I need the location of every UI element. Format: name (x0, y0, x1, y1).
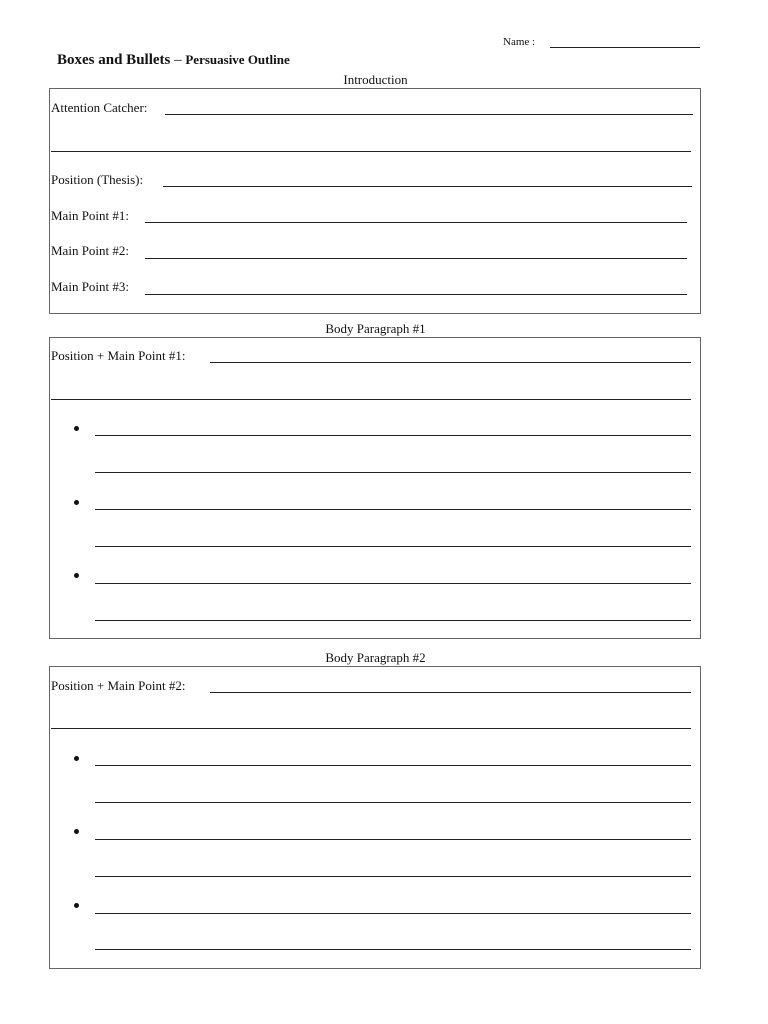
position-main-point-2-line-1[interactable] (210, 692, 691, 693)
main-point-1-label: Main Point #1: (51, 208, 130, 223)
main-point-2-label: Main Point #2: (51, 243, 130, 258)
bullet-2-line-1[interactable] (95, 839, 691, 840)
main-point-2-line[interactable] (145, 258, 687, 259)
position-main-point-1-line-2[interactable] (51, 399, 691, 400)
attention-catcher-label: Attention Catcher: (51, 100, 148, 115)
attention-catcher-line-1[interactable] (165, 114, 693, 115)
bullet-icon (74, 756, 79, 761)
title-main: Boxes and Bullets (57, 52, 171, 68)
body-paragraph-2-box (49, 666, 701, 969)
introduction-heading: Introduction (343, 72, 408, 87)
position-thesis-line[interactable] (163, 186, 692, 187)
body-paragraph-1-heading: Body Paragraph #1 (325, 321, 426, 336)
bullet-3-line-1[interactable] (95, 913, 691, 914)
bullet-2-line-1[interactable] (95, 509, 691, 510)
position-main-point-2-line-2[interactable] (51, 728, 691, 729)
bullet-icon (74, 426, 79, 431)
attention-catcher-line-2[interactable] (51, 151, 691, 152)
introduction-box (49, 88, 701, 314)
position-thesis-label: Position (Thesis): (51, 172, 144, 187)
position-main-point-1-label: Position + Main Point #1: (51, 348, 186, 363)
bullet-3-line-2[interactable] (95, 949, 691, 950)
title-dash: – (170, 52, 186, 68)
position-main-point-1-line-1[interactable] (210, 362, 691, 363)
bullet-2-line-2[interactable] (95, 546, 691, 547)
body-paragraph-1-box (49, 337, 701, 639)
name-input-line[interactable] (550, 47, 700, 48)
bullet-icon (74, 829, 79, 834)
main-point-1-line[interactable] (145, 222, 687, 223)
title-subtitle: Persuasive Outline (185, 52, 290, 67)
bullet-3-line-1[interactable] (95, 583, 691, 584)
bullet-2-line-2[interactable] (95, 876, 691, 877)
main-point-3-line[interactable] (145, 294, 687, 295)
bullet-1-line-2[interactable] (95, 802, 691, 803)
body-paragraph-2-heading: Body Paragraph #2 (325, 650, 426, 665)
bullet-1-line-2[interactable] (95, 472, 691, 473)
bullet-icon (74, 500, 79, 505)
bullet-3-line-2[interactable] (95, 620, 691, 621)
position-main-point-2-label: Position + Main Point #2: (51, 678, 186, 693)
bullet-icon (74, 573, 79, 578)
bullet-icon (74, 903, 79, 908)
page-title (57, 51, 290, 69)
name-label: Name : (503, 36, 536, 48)
bullet-1-line-1[interactable] (95, 435, 691, 436)
bullet-1-line-1[interactable] (95, 765, 691, 766)
main-point-3-label: Main Point #3: (51, 279, 130, 294)
